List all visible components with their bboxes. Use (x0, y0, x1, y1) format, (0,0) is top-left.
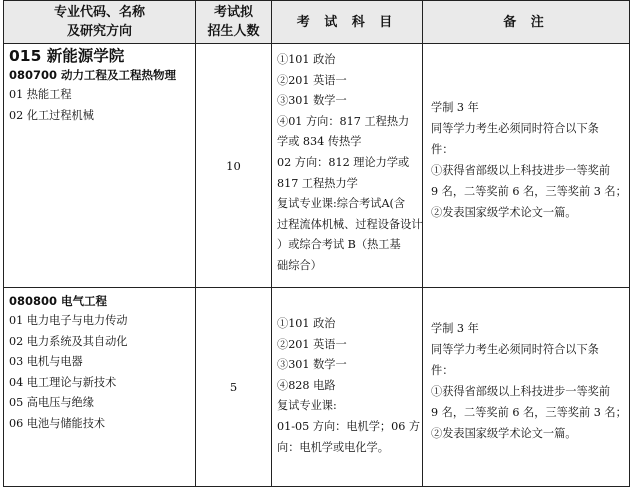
subject-line: 01-05 方向：电机学；06 方 (277, 419, 421, 433)
remark-line: 学制 3 年 (431, 322, 479, 335)
remarks-cell (423, 44, 630, 288)
remark-line: ②发表国家级学术论文一篇。 (431, 205, 577, 219)
major-title: 080800 电气工程 (9, 294, 108, 308)
quota-cell: 10 (196, 44, 272, 288)
direction-item: 06 电池与储能技术 (9, 416, 106, 430)
major-title: 080700 动力工程及工程热物理 (9, 68, 177, 82)
direction-item: 01 电力电子与电力传动 (9, 314, 128, 327)
remark-line: 学制 3 年 (431, 100, 479, 114)
remark-line: 同等学力考生必须同时符合以下条 (431, 343, 599, 356)
admission-table (3, 0, 630, 487)
major-cell (4, 288, 196, 487)
header-remarks: 备 注 (423, 1, 630, 44)
remark-line: 同等学力考生必须同时符合以下条 (431, 121, 599, 135)
table-row (4, 288, 630, 487)
subject-line: ④01 方向：817 工程热力 (277, 114, 410, 128)
subject-line: ）或综合考试 B（热工基 (277, 238, 401, 252)
direction-item: 02 化工过程机械 (9, 108, 94, 122)
subject-line: 学或 834 传热学 (277, 135, 362, 149)
direction-item: 01 热能工程 (9, 88, 72, 101)
subject-line: 向：电机学或电化学。 (277, 440, 389, 454)
header-major-line1: 专业代码、名称 (53, 5, 145, 20)
direction-item: 03 电机与电器 (9, 355, 83, 368)
subject-line: 过程流体机械、过程设备设计 (277, 217, 423, 231)
remark-line: ①获得省部级以上科技进步一等奖前 (431, 385, 611, 398)
subjects-cell (272, 288, 423, 487)
header-major (4, 1, 196, 44)
direction-item: 05 高电压与绝缘 (9, 396, 94, 409)
direction-item: 04 电工理论与新技术 (9, 375, 117, 389)
subject-line: 02 方向：812 理论力学或 (277, 155, 410, 169)
remark-line: 9 名，二等奖前 6 名，三等奖前 3 名； (431, 184, 627, 198)
remark-line: 9 名，二等奖前 6 名，三等奖前 3 名； (431, 406, 627, 419)
direction-item: 02 电力系统及其自动化 (9, 334, 128, 348)
remarks-cell (423, 288, 630, 487)
remark-line: 件： (431, 364, 454, 377)
subject-line: ③301 数学一 (277, 358, 347, 372)
header-major-line2: 及研究方向 (66, 24, 132, 39)
remark-line: ②发表国家级学术论文一篇。 (431, 427, 577, 440)
remarks-block (431, 318, 625, 444)
table-row (4, 44, 630, 288)
subject-line: ③301 数学一 (277, 94, 347, 108)
college-title: 015 新能源学院 (9, 47, 125, 65)
subjects-cell (272, 44, 423, 288)
subject-line: 复试专业课: (277, 399, 337, 413)
header-quota (196, 1, 272, 44)
subject-line: ②201 英语一 (277, 73, 347, 87)
subject-line: 础综合） (277, 258, 322, 272)
remarks-block (431, 97, 625, 223)
quota-cell: 5 (196, 288, 272, 487)
header-row (4, 1, 630, 44)
major-cell (4, 44, 196, 288)
subject-line: ①101 政治 (277, 317, 336, 330)
header-quota-line1: 考试拟 (213, 5, 253, 20)
remark-line: ①获得省部级以上科技进步一等奖前 (431, 163, 611, 177)
subject-line: 复试专业课:综合考试A(含 (277, 197, 406, 211)
remark-line: 件： (431, 142, 454, 156)
header-quota-line2: 招生人数 (207, 24, 260, 39)
subject-line: ④828 电路 (277, 378, 336, 392)
admission-table-page (3, 0, 629, 487)
subject-line: ②201 英语一 (277, 337, 347, 351)
header-subjects: 考 试 科 目 (272, 1, 423, 44)
subject-line: 817 工程热力学 (277, 176, 358, 190)
subject-line: ①101 政治 (277, 53, 336, 66)
